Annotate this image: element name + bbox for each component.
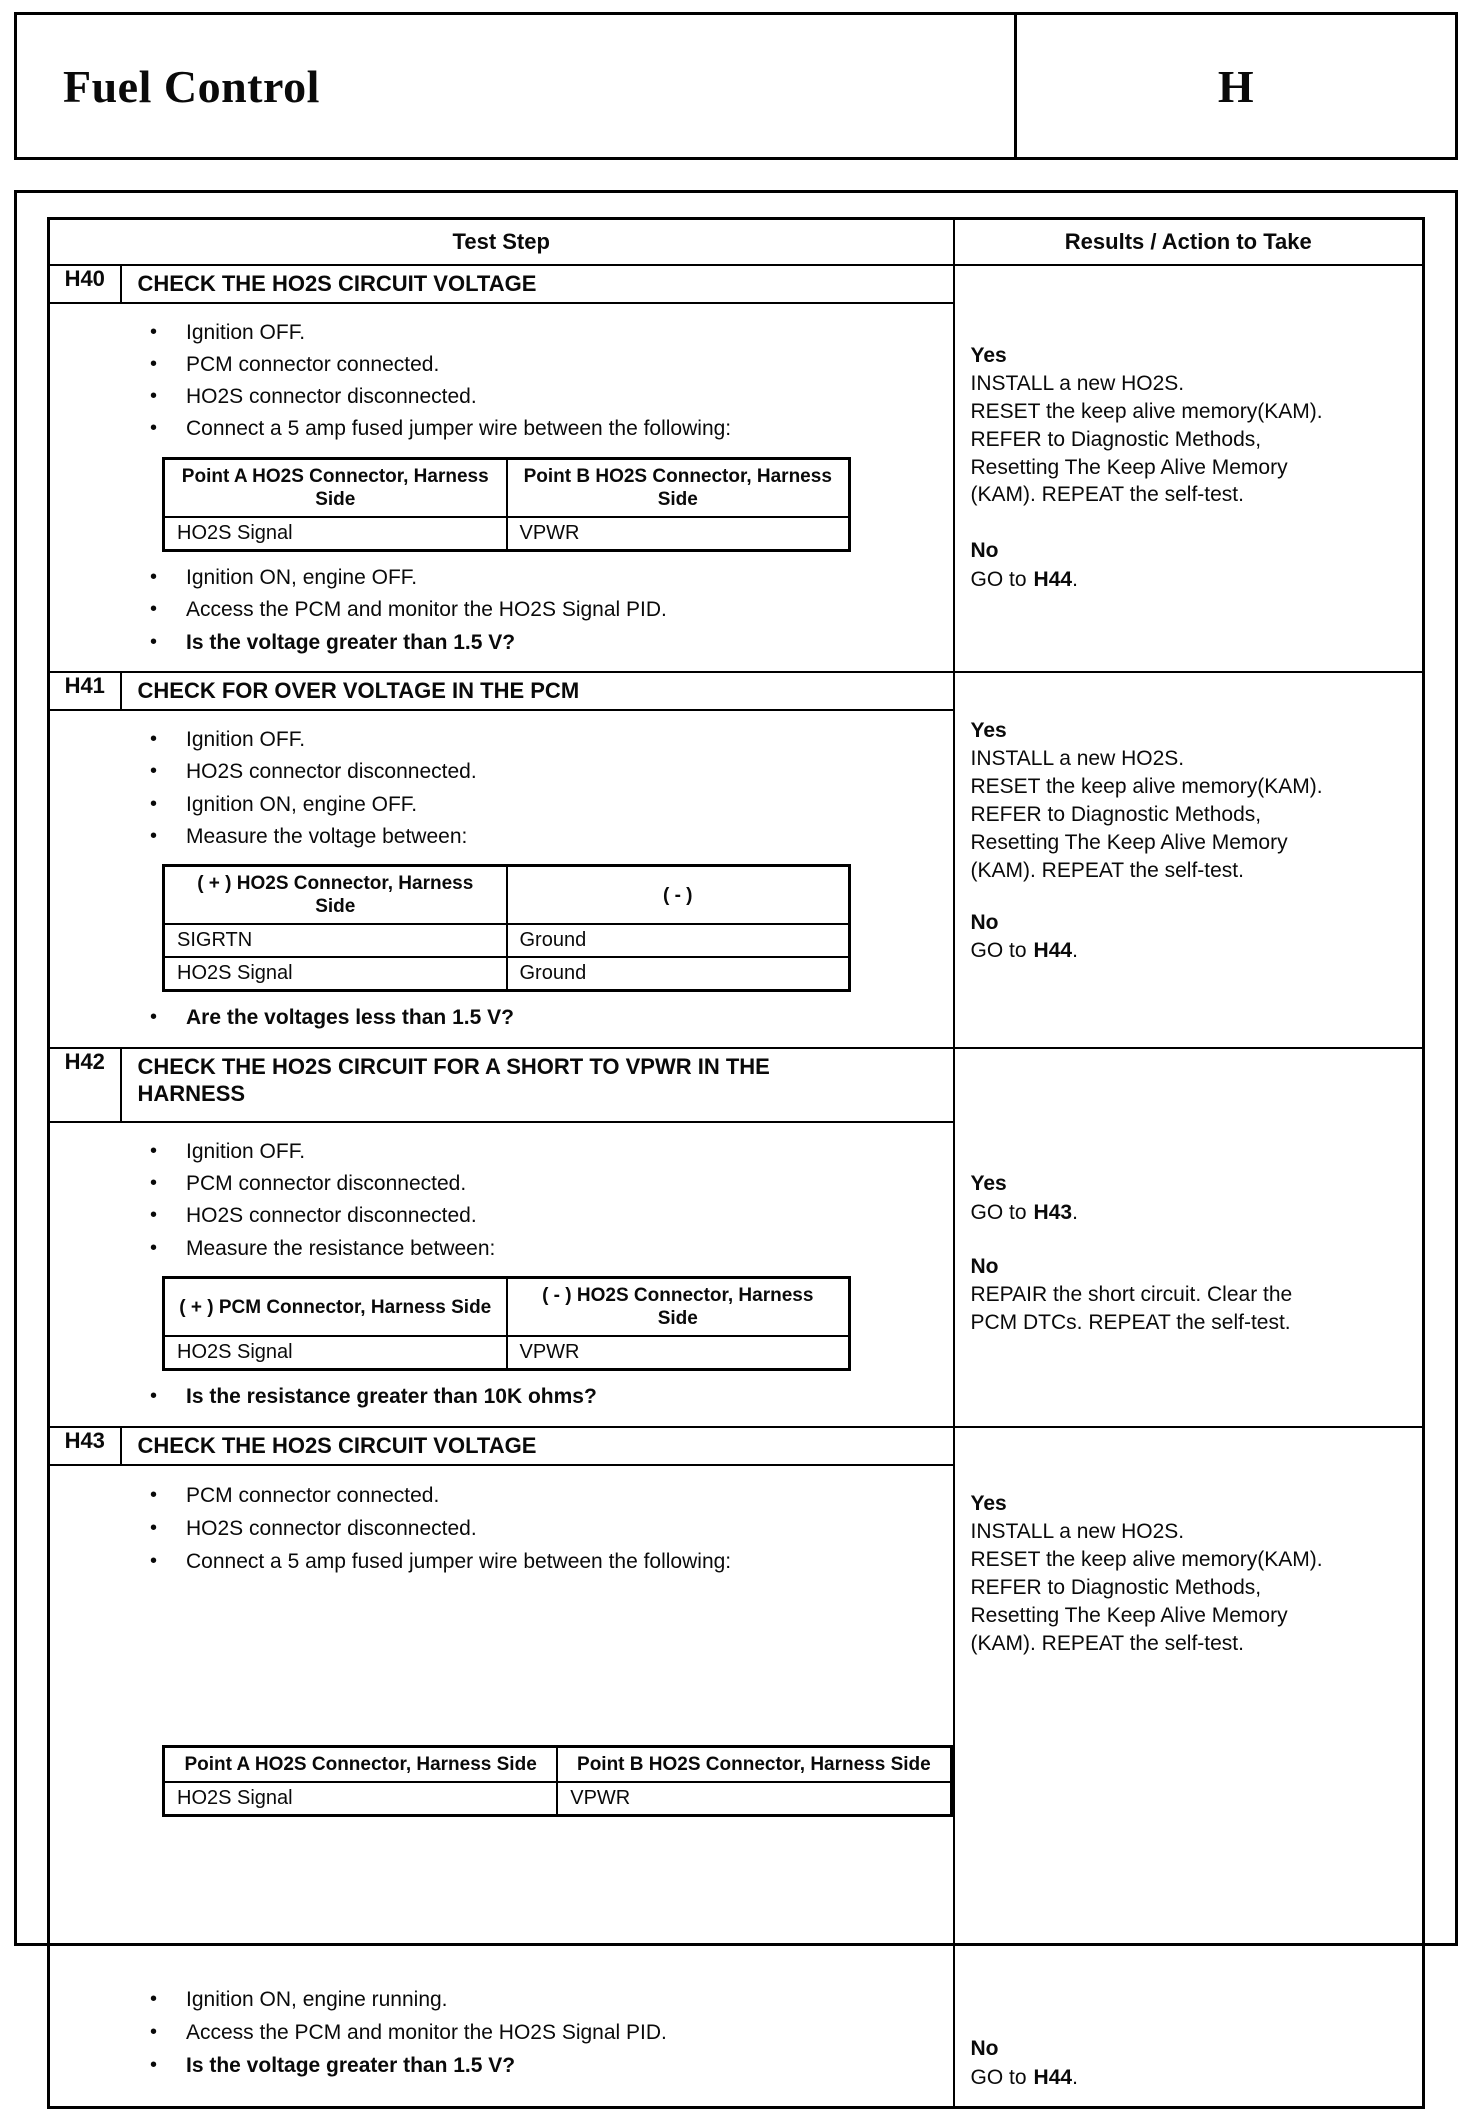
bullet-text: Connect a 5 amp fused jumper wire between the following: — [186, 1550, 732, 1574]
bullet-text: Access the PCM and monitor the HO2S Signal PID. — [186, 2021, 667, 2045]
bullet-text: Measure the resistance between: — [186, 1236, 496, 1260]
pinout-data-row — [164, 924, 850, 957]
goto-suffix: . — [1072, 2065, 1078, 2089]
bullet-icon: • — [150, 727, 158, 750]
step-body-h40 — [49, 303, 954, 672]
step-title-h42 — [121, 1048, 954, 1122]
question-item — [50, 1383, 953, 1410]
result-yes-block — [971, 1170, 1409, 1226]
goto-target: H43 — [1033, 1200, 1073, 1224]
result-yes-label: Yes — [970, 343, 1007, 367]
pinout-header-row — [164, 458, 850, 517]
bullet-icon: • — [150, 1385, 158, 1408]
question-text: Are the voltages less than 1.5 V? — [186, 1006, 514, 1030]
result-yes-block — [971, 1490, 1409, 1658]
bullet-icon: • — [150, 2021, 158, 2044]
column-header-test-step: Test Step — [49, 219, 954, 265]
step-title-text: CHECK THE HO2S CIRCUIT VOLTAGE — [137, 1432, 537, 1458]
bullet-item — [50, 823, 953, 850]
bullet-text: Connect a 5 amp fused jumper wire between the following: — [186, 417, 732, 441]
bullet-text: Measure the voltage between: — [186, 824, 468, 848]
pinout-header-cell: Point B HO2S Connector, Harness Side — [557, 1746, 951, 1782]
result-line: REFER to Diagnostic Methods, — [970, 803, 1262, 827]
pinout-table — [162, 457, 851, 552]
results-cell-h42 — [954, 1048, 1424, 1427]
bullet-text: Ignition ON, engine OFF. — [186, 566, 418, 590]
pinout-data-row — [164, 1336, 850, 1370]
result-line: RESET the keep alive memory(KAM). — [970, 1547, 1323, 1571]
result-line: INSTALL a new HO2S. — [970, 1519, 1185, 1543]
bullet-item — [50, 1515, 953, 1542]
bullet-item — [50, 564, 953, 591]
bullet-icon: • — [150, 1236, 158, 1259]
result-line: PCM DTCs. REPEAT the self-test. — [970, 1310, 1291, 1334]
bullet-text: HO2S connector disconnected. — [186, 1517, 477, 1540]
result-line: INSTALL a new HO2S. — [970, 747, 1185, 771]
bullet-text: HO2S connector disconnected. — [186, 1204, 477, 1228]
bullet-text: HO2S connector disconnected. — [186, 760, 477, 784]
bullet-item — [50, 1482, 953, 1509]
step-title-h43 — [121, 1427, 954, 1465]
pinout-header-row — [164, 866, 850, 925]
result-no-block — [971, 2035, 1409, 2095]
result-goto-line — [971, 937, 1409, 965]
results-cell-h40 — [954, 265, 1424, 672]
question-item — [50, 1004, 953, 1031]
result-goto-line — [971, 2064, 1409, 2092]
result-line: REPAIR the short circuit. Clear the — [970, 1282, 1293, 1306]
bullet-icon: • — [150, 352, 158, 375]
goto-target: H44 — [1033, 567, 1073, 591]
pinout-cell: Ground — [507, 924, 850, 957]
bullet-item — [50, 1170, 953, 1197]
bullet-group — [50, 1476, 953, 1582]
result-no-block — [971, 909, 1409, 969]
bullet-item — [50, 791, 953, 818]
bullet-text: Ignition OFF. — [186, 727, 306, 751]
bullet-icon: • — [150, 1006, 158, 1029]
result-line: RESET the keep alive memory(KAM). — [970, 775, 1323, 799]
bullet-icon: • — [150, 385, 158, 408]
result-goto-line — [971, 566, 1409, 594]
result-line: REFER to Diagnostic Methods, — [970, 1575, 1262, 1599]
result-yes-label: Yes — [970, 1172, 1007, 1196]
pinout-cell: HO2S Signal — [164, 1782, 558, 1816]
bullet-text: PCM connector connected. — [186, 352, 440, 376]
result-yes-block — [971, 717, 1409, 885]
results-cell-h43 — [954, 1427, 1424, 2108]
pinout-header-cell: Point A HO2S Connector, Harness Side — [164, 458, 507, 517]
bullet-item — [50, 351, 953, 378]
bullet-item — [50, 1986, 953, 2013]
bullet-group — [50, 1980, 953, 2086]
result-no-label: No — [970, 2037, 999, 2061]
result-no-block — [971, 1253, 1409, 1341]
header-title-cell — [17, 15, 1017, 157]
pinout-header-cell: Point B HO2S Connector, Harness Side — [507, 458, 850, 517]
pinout-header-cell: ( + ) PCM Connector, Harness Side — [164, 1277, 507, 1336]
result-line: Resetting The Keep Alive Memory — [970, 1603, 1288, 1627]
bullet-icon: • — [150, 1172, 158, 1195]
step-id-h40: H40 — [49, 265, 121, 303]
bullet-item — [50, 1138, 953, 1165]
result-line: (KAM). REPEAT the self-test. — [970, 1631, 1244, 1655]
bullet-icon: • — [150, 2054, 158, 2077]
question-text: Is the voltage greater than 1.5 V? — [186, 2054, 516, 2078]
question-text: Is the voltage greater than 1.5 V? — [186, 630, 516, 654]
result-goto-line — [971, 1199, 1409, 1227]
step-id-h42: H42 — [49, 1048, 121, 1122]
bullet-icon: • — [150, 1139, 158, 1162]
result-yes-label: Yes — [970, 1491, 1007, 1515]
bullet-text: Ignition ON, engine running. — [186, 1987, 448, 2011]
bullet-item — [50, 383, 953, 410]
main-frame — [14, 190, 1458, 2089]
bullet-text: HO2S connector disconnected. — [186, 385, 477, 409]
pinout-header-cell: ( - ) HO2S Connector, Harness Side — [507, 1277, 850, 1336]
pinout-cell: VPWR — [507, 1336, 850, 1370]
bullet-text: Ignition OFF. — [186, 1139, 306, 1163]
result-line: (KAM). REPEAT the self-test. — [970, 483, 1244, 507]
bullet-text: Access the PCM and monitor the HO2S Signal PID. — [186, 598, 667, 622]
pinout-table — [162, 1276, 851, 1371]
page-header — [14, 12, 1458, 160]
pinout-table — [162, 1745, 953, 1817]
bullet-icon: • — [150, 598, 158, 621]
pinout-cell: Ground — [507, 957, 850, 991]
bullet-text: PCM connector connected. — [186, 1483, 440, 1507]
bullet-icon: • — [150, 566, 158, 589]
column-header-results: Results / Action to Take — [954, 219, 1424, 265]
result-yes-label: Yes — [970, 718, 1007, 742]
pinout-cell: VPWR — [507, 517, 850, 551]
pinout-cell: SIGRTN — [164, 924, 507, 957]
question-item — [50, 2052, 953, 2079]
pinout-cell: VPWR — [557, 1782, 951, 1816]
table-header-row — [49, 219, 1424, 265]
pinout-header-cell: Point A HO2S Connector, Harness Side — [164, 1746, 558, 1782]
result-line: INSTALL a new HO2S. — [970, 371, 1185, 395]
bullet-icon: • — [150, 1483, 158, 1506]
bullet-icon: • — [150, 760, 158, 783]
result-line: (KAM). REPEAT the self-test. — [970, 858, 1244, 882]
pinout-header-row — [164, 1746, 952, 1782]
bullet-item — [50, 596, 953, 623]
result-line: REFER to Diagnostic Methods, — [970, 427, 1262, 451]
bullet-item — [50, 1548, 953, 1575]
goto-prefix: GO to — [970, 567, 1027, 591]
page-title: Fuel Control — [63, 60, 320, 112]
step-id-h43: H43 — [49, 1427, 121, 1465]
goto-suffix: . — [1072, 567, 1078, 591]
bullet-item — [50, 319, 953, 346]
bullet-icon: • — [150, 1987, 158, 2010]
result-no-label: No — [970, 1254, 999, 1278]
step-body-h43 — [49, 1465, 954, 2107]
step-h40-title-row — [49, 265, 1424, 303]
pinout-data-row — [164, 1782, 952, 1816]
step-title-text: CHECK THE HO2S CIRCUIT VOLTAGE — [137, 270, 537, 296]
pinout-cell: HO2S Signal — [164, 517, 507, 551]
bullet-icon: • — [150, 630, 158, 653]
diagnostic-table — [47, 217, 1425, 2109]
result-line: Resetting The Keep Alive Memory — [970, 455, 1288, 479]
step-h41-title-row — [49, 672, 1424, 710]
goto-target: H44 — [1033, 2065, 1073, 2089]
bullet-icon: • — [150, 1550, 158, 1573]
step-id-h41: H41 — [49, 672, 121, 710]
question-text: Is the resistance greater than 10K ohms? — [186, 1385, 597, 1409]
bullet-icon: • — [150, 792, 158, 815]
bullet-item — [50, 726, 953, 753]
step-title-h41 — [121, 672, 954, 710]
pinout-header-cell: ( - ) — [507, 866, 850, 925]
step-title-text: CHECK THE HO2S CIRCUIT FOR A SHORT TO VPWR IN THE HARNESS — [137, 1053, 770, 1107]
step-h42-title-row — [49, 1048, 1424, 1122]
result-line: RESET the keep alive memory(KAM). — [970, 399, 1323, 423]
bullet-text: PCM connector disconnected. — [186, 1172, 467, 1196]
step-h43-title-row — [49, 1427, 1424, 1465]
goto-suffix: . — [1072, 939, 1078, 962]
results-cell-h41 — [954, 672, 1424, 1048]
goto-prefix: GO to — [970, 939, 1027, 962]
section-letter: H — [1217, 60, 1255, 112]
goto-prefix: GO to — [970, 2065, 1027, 2089]
pinout-table — [162, 864, 851, 992]
pinout-cell: HO2S Signal — [164, 957, 507, 991]
pinout-header-row — [164, 1277, 850, 1336]
bullet-item — [50, 1202, 953, 1229]
step-body-h42 — [49, 1122, 954, 1427]
question-item — [50, 629, 953, 656]
result-line: Resetting The Keep Alive Memory — [970, 830, 1288, 854]
bullet-item — [50, 2019, 953, 2046]
bullet-icon: • — [150, 320, 158, 343]
step-title-text: CHECK FOR OVER VOLTAGE IN THE PCM — [137, 677, 580, 703]
goto-suffix: . — [1072, 1200, 1078, 1224]
result-yes-block — [971, 342, 1409, 510]
bullet-icon: • — [150, 1204, 158, 1227]
result-no-block — [971, 537, 1409, 597]
pinout-header-cell: ( + ) HO2S Connector, Harness Side — [164, 866, 507, 925]
bullet-icon: • — [150, 417, 158, 440]
header-section-cell — [1017, 15, 1455, 157]
pinout-data-row — [164, 517, 850, 551]
result-no-label: No — [970, 539, 999, 563]
goto-target: H44 — [1033, 939, 1073, 962]
bullet-icon: • — [150, 824, 158, 847]
bullet-item — [50, 1235, 953, 1262]
bullet-item — [50, 415, 953, 442]
pinout-cell: HO2S Signal — [164, 1336, 507, 1370]
result-no-label: No — [970, 910, 999, 934]
pinout-data-row — [164, 957, 850, 991]
step-body-h41 — [49, 710, 954, 1048]
step-title-h40 — [121, 265, 954, 303]
bullet-icon: • — [150, 1517, 158, 1539]
bullet-item — [50, 758, 953, 785]
bullet-text: Ignition OFF. — [186, 320, 306, 344]
bullet-text: Ignition ON, engine OFF. — [186, 792, 418, 816]
goto-prefix: GO to — [970, 1200, 1027, 1224]
